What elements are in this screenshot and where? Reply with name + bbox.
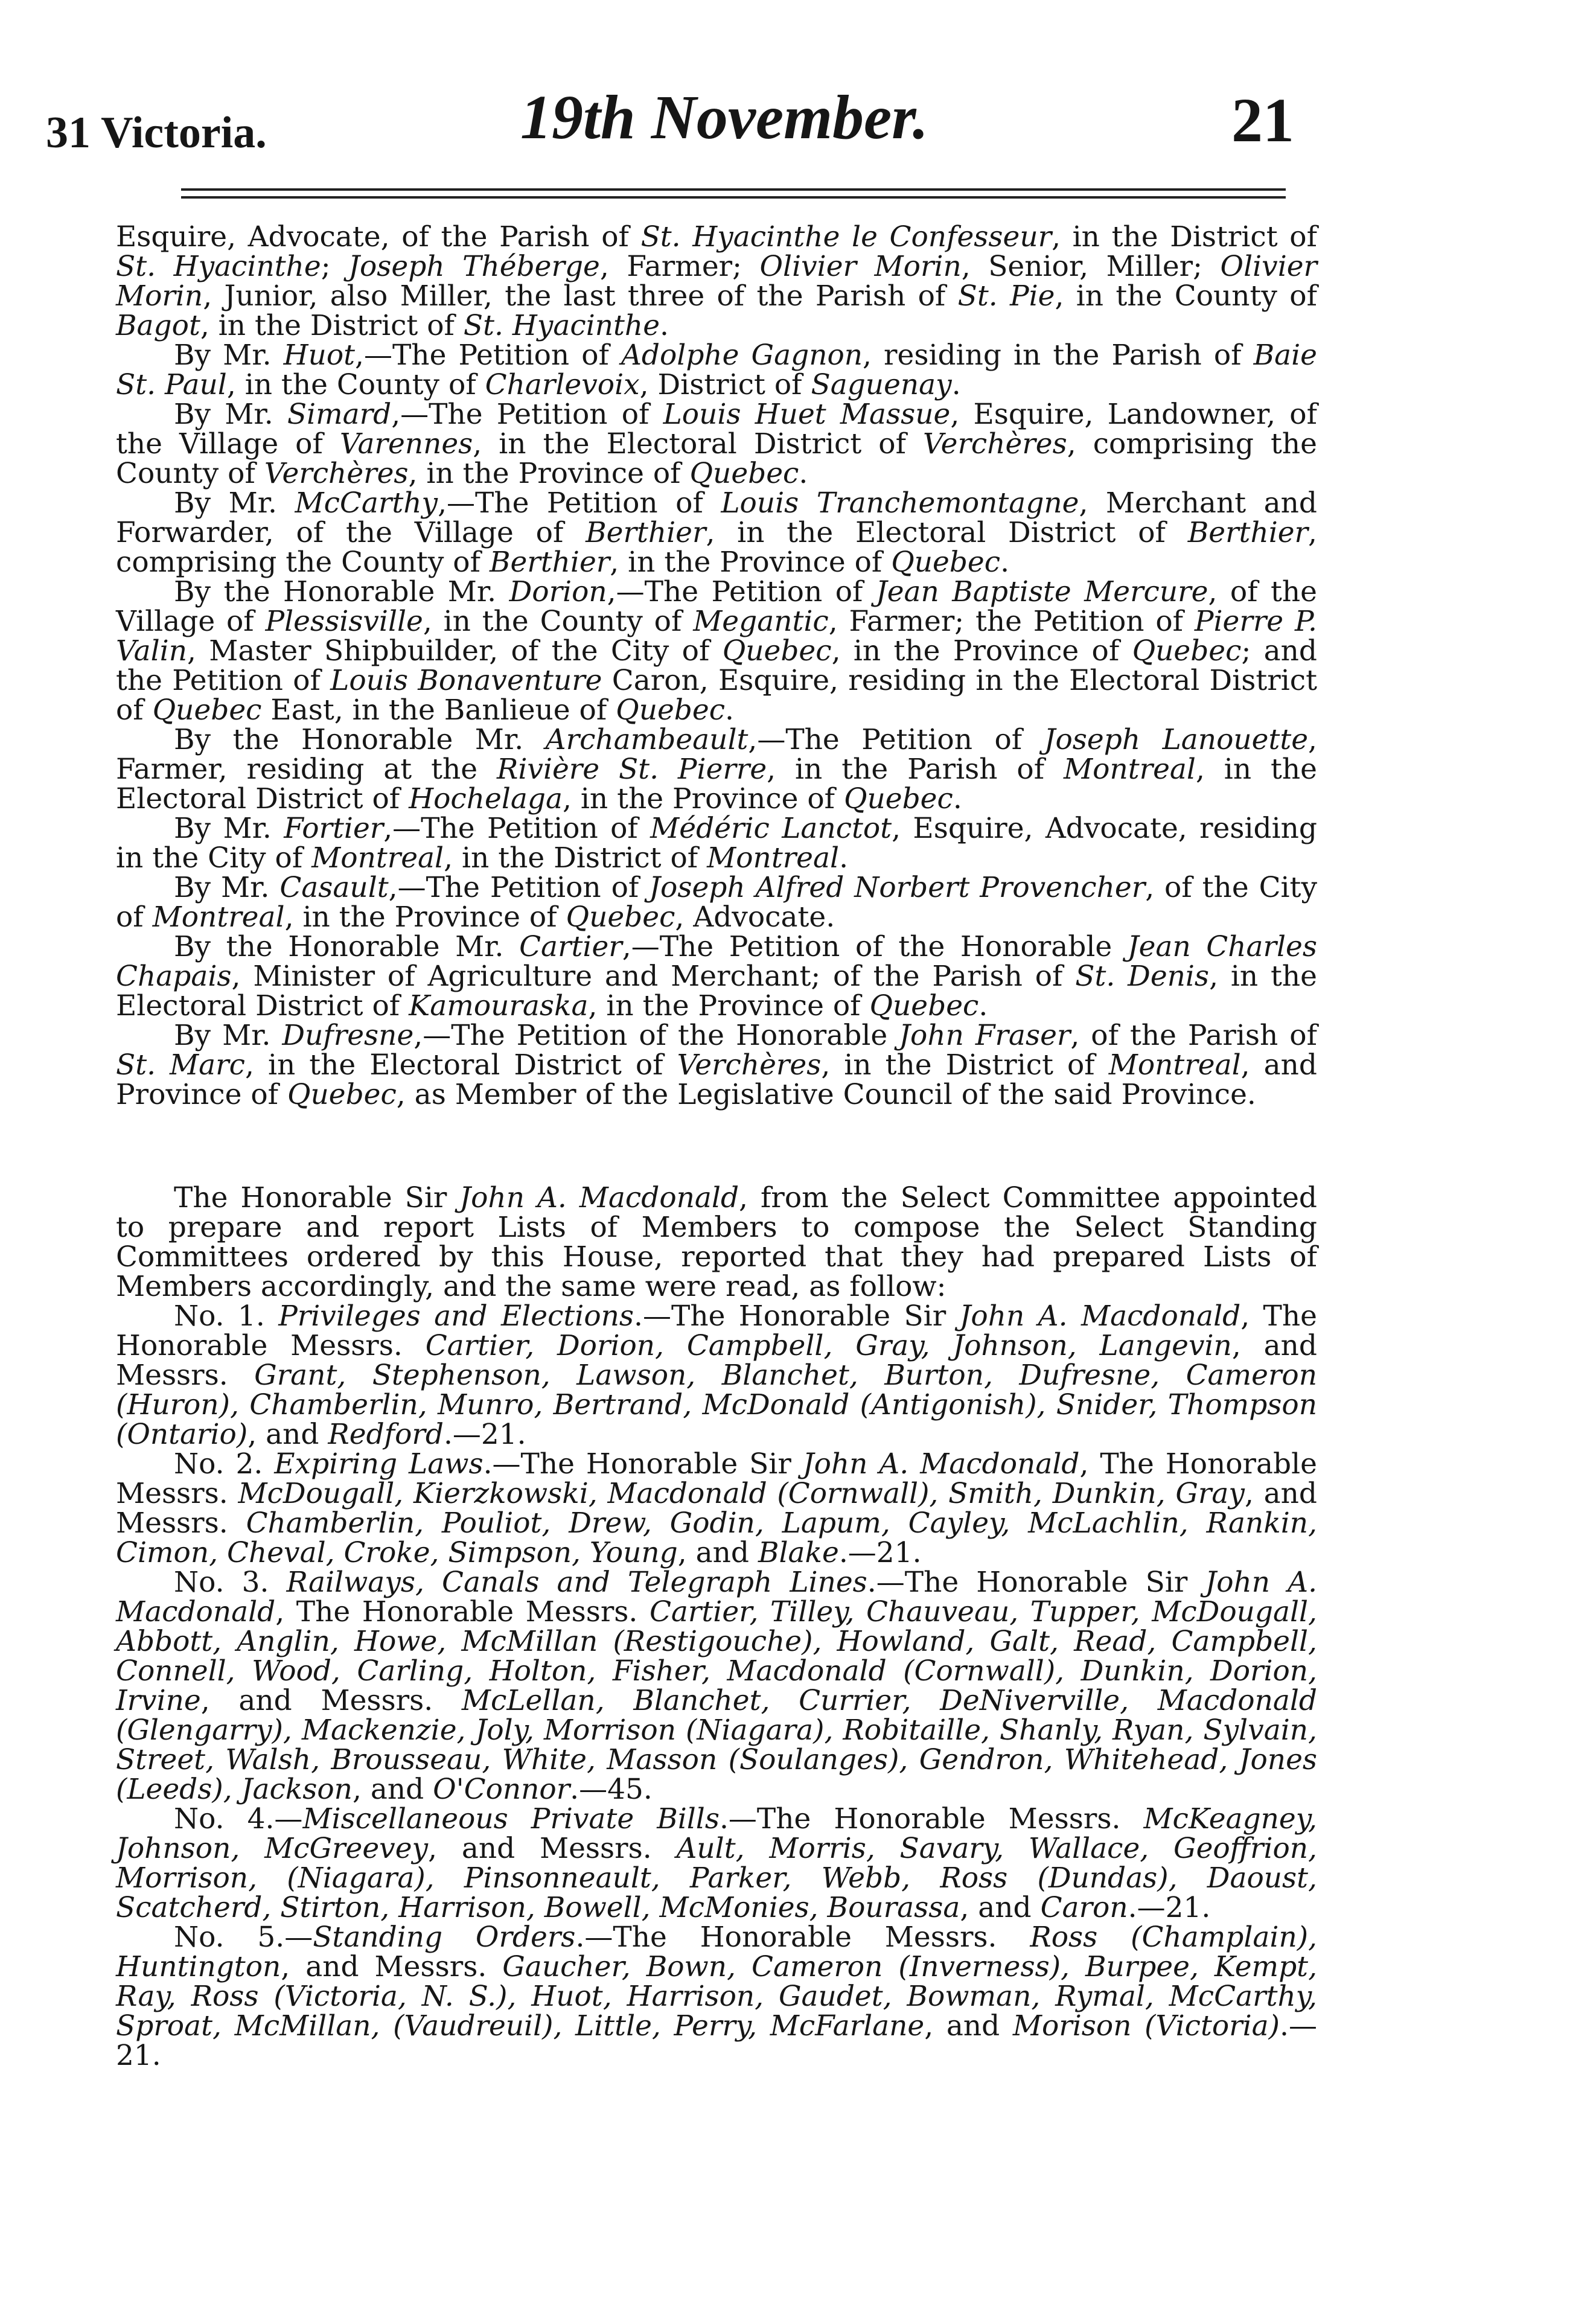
text-run: , and Messrs. xyxy=(116,1329,1317,1392)
text-run: , of the Parish of xyxy=(1070,1019,1317,1052)
italic-run: Redford xyxy=(328,1418,444,1451)
italic-run: Joseph Théberge xyxy=(348,250,600,283)
date-month: November. xyxy=(651,83,928,152)
text-run: , in the District of xyxy=(821,1048,1109,1082)
text-run: , of the Village of xyxy=(116,575,1317,638)
text-run: . xyxy=(951,368,961,401)
committee-list xyxy=(116,1804,1317,1922)
text-run: Caron, Esquire, residing in the Electoral District of xyxy=(116,664,1317,727)
italic-run: Quebec xyxy=(689,457,799,490)
paragraph xyxy=(116,222,1317,340)
italic-run: Casault xyxy=(279,871,389,904)
italic-run: St. Hyacinthe xyxy=(116,250,321,283)
text-run: , in the Electoral District of xyxy=(116,753,1317,815)
text-run: ,—The Petition of xyxy=(748,723,1044,756)
text-run: , Merchant and Forwarder, of the Village of xyxy=(116,486,1317,549)
text-run: , from the Select Committee appointed to prepare and report Lists of Members to compose the Select Standing Committees ordered by this House, reported that they had prepared Lists of Members accordingly, and the same were read, as follow: xyxy=(116,1181,1317,1303)
text-run: ,—The Petition of xyxy=(607,575,876,608)
italic-run: Jean Charles Chapais xyxy=(116,930,1317,993)
text-run: .—The Honorable Messrs. xyxy=(719,1802,1144,1836)
text-run: , comprising the County of xyxy=(116,516,1317,579)
text-run: . xyxy=(1000,546,1010,579)
italic-run: John A. Macdonald xyxy=(116,1566,1318,1628)
italic-run: Quebec xyxy=(843,782,953,815)
italic-run: Jean Baptiste Mercure xyxy=(875,575,1208,608)
text-run: By Mr. xyxy=(174,398,287,431)
italic-run: St. Hyacinthe xyxy=(463,309,660,342)
italic-run: Plessisville xyxy=(265,605,423,638)
text-run: By the Honorable Mr. xyxy=(174,575,509,608)
italic-run: O'Connor xyxy=(433,1773,570,1806)
committee-list xyxy=(116,1568,1317,1804)
text-run: , Esquire, Advocate, residing in the City of xyxy=(116,812,1317,875)
italic-run: John Fraser xyxy=(899,1019,1071,1052)
text-run: ,—The Petition of the Honorable xyxy=(413,1019,899,1052)
text-run: . xyxy=(839,841,849,875)
text-run: , and xyxy=(352,1773,433,1806)
paragraph xyxy=(116,1021,1317,1109)
text-run: , Esquire, Landowner, of the Village of xyxy=(116,398,1317,461)
text-run: . xyxy=(953,782,962,815)
text-run: , The Honorable Messrs. xyxy=(275,1595,650,1628)
italic-run: Bagot xyxy=(116,309,200,342)
text-run: , and xyxy=(960,1891,1041,1924)
committee-list xyxy=(116,1449,1317,1568)
text-run: By Mr. xyxy=(174,486,295,520)
text-run: , The Honorable Messrs. xyxy=(116,1447,1317,1510)
text-run: , in the Electoral District of xyxy=(244,1048,677,1082)
text-run: , Farmer, residing at the xyxy=(116,723,1317,786)
paragraph xyxy=(116,814,1317,873)
italic-run: Verchères xyxy=(677,1048,822,1082)
italic-run: Caron xyxy=(1040,1891,1128,1924)
text-run: .—21. xyxy=(116,2009,1317,2072)
text-run: , and Messrs. xyxy=(200,1684,462,1717)
italic-run: Miscellaneous Private Bills xyxy=(302,1802,720,1836)
page-date xyxy=(520,81,928,153)
text-run: , in the District of xyxy=(1052,220,1317,254)
italic-run: Montreal xyxy=(152,901,285,934)
italic-run: Archambeault xyxy=(545,723,749,756)
text-run: ,—The Petition of xyxy=(355,339,621,372)
text-run: . xyxy=(799,457,808,490)
italic-run: Montreal xyxy=(1064,753,1196,786)
text-run: East, in the Banlieue of xyxy=(261,694,616,727)
italic-run: Cartier xyxy=(519,930,622,963)
italic-run: Montreal xyxy=(311,841,444,875)
text-run: .—The Honorable Sir xyxy=(483,1447,803,1481)
italic-run: Quebec xyxy=(287,1078,397,1111)
text-run: , in the Province of xyxy=(408,457,690,490)
italic-run: Saguenay xyxy=(811,368,952,401)
italic-run: Médéric Lanctot xyxy=(650,812,892,845)
italic-run: Hochelaga xyxy=(409,782,563,815)
text-run: , in the Province of xyxy=(831,634,1132,668)
text-run: The Honorable Sir xyxy=(174,1181,460,1214)
body-text xyxy=(116,222,1317,2070)
text-run: , and xyxy=(677,1536,758,1569)
italic-run: Fortier xyxy=(284,812,384,845)
italic-run: Railways, Canals and Telegraph Lines xyxy=(286,1566,867,1599)
italic-run: Verchères xyxy=(923,427,1067,461)
committee-list xyxy=(116,1301,1317,1449)
italic-run: Megantic xyxy=(693,605,829,638)
italic-run: Quebec xyxy=(869,989,979,1022)
text-run: , in the County of xyxy=(1055,279,1318,313)
text-run: No. 1. xyxy=(174,1300,279,1333)
text-run: , Farmer; the Petition of xyxy=(828,605,1195,638)
text-run: ,—The Petition of xyxy=(391,398,663,431)
text-run: No. 3. xyxy=(174,1566,287,1599)
paragraph xyxy=(116,488,1317,577)
text-run: .—The Honorable Sir xyxy=(634,1300,960,1333)
italic-run: Berthier xyxy=(586,516,706,549)
text-run: , Master Shipbuilder, of the City of xyxy=(187,634,723,668)
italic-run: Louis Tranchemontagne xyxy=(721,486,1079,520)
italic-run: Joseph Lanouette xyxy=(1044,723,1309,756)
text-run: . xyxy=(725,694,734,727)
page-number: 21 xyxy=(1231,86,1294,155)
text-run: , in the Parish of xyxy=(767,753,1064,786)
italic-run: Blake xyxy=(758,1536,839,1569)
text-run: , in the Electoral District of xyxy=(473,427,923,461)
text-run: ,—The Petition of the Honorable xyxy=(622,930,1128,963)
italic-run: St. Hyacinthe le Confesseur xyxy=(640,220,1052,254)
text-run: By the Honorable Mr. xyxy=(174,930,520,963)
italic-run: Berthier xyxy=(1187,516,1309,549)
text-run: , in the Electoral District of xyxy=(706,516,1188,549)
italic-run: Quebec xyxy=(1132,634,1242,668)
text-run: No. 4.— xyxy=(174,1802,303,1836)
italic-run: Chamberlin, Pouliot, Drew, Godin, Lapum, Cayley, McLachlin, Rankin, Cimon, Cheval, Croke, Simpson, Young xyxy=(116,1507,1317,1569)
italic-run: Dorion xyxy=(509,575,607,608)
italic-run: Quebec xyxy=(616,694,726,727)
text-run: ,—The Petition of xyxy=(383,812,651,845)
paragraph xyxy=(116,725,1317,814)
italic-run: Huot xyxy=(283,339,356,372)
paragraph xyxy=(116,873,1317,932)
text-run: , in the County of xyxy=(423,605,694,638)
header-rule-bottom xyxy=(181,196,1286,199)
paragraph xyxy=(116,932,1317,1021)
italic-run: Ault, Morris, Savary, Wallace, Geoffrion, Morrison, (Niagara), Pinsonneault, Parker, Webb, Ross (Dundas), Daoust, Scatcherd, Stirton, Harrison, Bowell, McMonies, Bourassa xyxy=(116,1832,1317,1924)
italic-run: Joseph Alfred Norbert Provencher xyxy=(649,871,1146,904)
session-label: 31 Victoria. xyxy=(46,108,267,158)
italic-run: Quebec xyxy=(152,694,262,727)
text-run: , in the Province of xyxy=(588,989,870,1022)
text-run: , comprising the County of xyxy=(116,427,1317,490)
text-run: .—The Honorable Messrs. xyxy=(575,1921,1030,1954)
text-run: By Mr. xyxy=(174,1019,282,1052)
text-run: , and Messrs. xyxy=(116,1477,1317,1540)
text-run: ,—The Petition of xyxy=(388,871,650,904)
italic-run: Olivier Morin xyxy=(116,250,1318,313)
italic-run: Louis Huet Massue xyxy=(663,398,951,431)
italic-run: St. Marc xyxy=(116,1048,245,1082)
text-run: , and Messrs. xyxy=(281,1950,503,1983)
text-run: , in the District of xyxy=(200,309,464,342)
header-rule-top xyxy=(181,188,1286,191)
text-run: , in the District of xyxy=(444,841,707,875)
text-run: By the Honorable Mr. xyxy=(174,723,546,756)
italic-run: Cartier, Dorion, Campbell, Gray, Johnson, Langevin xyxy=(425,1329,1232,1362)
text-run: . xyxy=(978,989,988,1022)
italic-run: Dufresne xyxy=(282,1019,414,1052)
text-run: , Senior, Miller; xyxy=(961,250,1221,283)
text-run: , in the Province of xyxy=(284,901,566,934)
text-run: , The Honorable Messrs. xyxy=(116,1300,1317,1362)
text-run: By Mr. xyxy=(174,812,284,845)
text-run: , in the County of xyxy=(226,368,485,401)
text-run: , as Member of the Legislative Council of the said Province. xyxy=(396,1078,1256,1111)
text-run: By Mr. xyxy=(174,871,280,904)
italic-run: Olivier Morin xyxy=(759,250,962,283)
italic-run: Quebec xyxy=(566,901,675,934)
text-run: , and xyxy=(247,1418,328,1451)
italic-run: Berthier xyxy=(489,546,610,579)
date-day: 19th xyxy=(520,83,636,152)
text-run: No. 5.— xyxy=(174,1921,313,1954)
italic-run: Charlevoix xyxy=(485,368,640,401)
italic-run: Grant, Stephenson, Lawson, Blanchet, Burton, Dufresne, Cameron (Huron), Chamberlin, Munro, Bertrand, McDonald (Antigonish), Snider, Thompson (Ontario) xyxy=(116,1359,1317,1451)
paragraph xyxy=(116,577,1317,725)
committee-list xyxy=(116,1922,1317,2070)
text-run: , of the City of xyxy=(116,871,1317,934)
italic-run: Verchères xyxy=(264,457,409,490)
text-run: , Farmer; xyxy=(599,250,760,283)
text-run: , in the Province of xyxy=(610,546,892,579)
italic-run: John A. Macdonald xyxy=(459,1181,739,1214)
text-run: , in the Electoral District of xyxy=(116,960,1317,1022)
text-run: ; and the Petition of xyxy=(116,634,1317,697)
italic-run: Quebec xyxy=(891,546,1001,579)
text-run: ,—The Petition of xyxy=(438,486,721,520)
text-run: By Mr. xyxy=(174,339,284,372)
text-run: , residing in the Parish of xyxy=(863,339,1254,372)
text-run: ; xyxy=(321,250,349,283)
text-run: , District of xyxy=(639,368,811,401)
text-run: No. 2. xyxy=(174,1447,275,1481)
italic-run: McDougall, Kierzkowski, Macdonald (Cornwall), Smith, Dunkin, Gray xyxy=(238,1477,1245,1510)
italic-run: Varennes xyxy=(339,427,473,461)
italic-run: Kamouraska xyxy=(409,989,589,1022)
paragraph xyxy=(116,400,1317,488)
italic-run: Pierre P. Valin xyxy=(116,605,1317,668)
text-run: , Junior, also Miller, the last three of the Parish of xyxy=(203,279,958,313)
section-gap xyxy=(116,1109,1317,1183)
text-run: , and xyxy=(924,2009,1013,2043)
text-run: .—21. xyxy=(1128,1891,1211,1924)
italic-run: Adolphe Gagnon xyxy=(621,339,863,372)
paragraph xyxy=(116,340,1317,400)
italic-run: Ross (Champlain), Huntington xyxy=(116,1921,1317,1983)
italic-run: Standing Orders xyxy=(313,1921,576,1954)
italic-run: Cartier, Tilley, Chauveau, Tupper, McDougall, Abbott, Anglin, Howe, McMillan (Restigouche), Howland, Galt, Read, Campbell, Connell, Wood, Carling, Holton, Fisher, Macdonald (Cornwall), Dunkin, Dorion, Irvine xyxy=(116,1595,1317,1717)
italic-run: Louis Bonaventure xyxy=(330,664,602,697)
italic-run: Montreal xyxy=(1108,1048,1241,1082)
italic-run: Simard xyxy=(287,398,392,431)
italic-run: McKeagney, Johnson, McGreevey xyxy=(116,1802,1317,1865)
italic-run: McCarthy xyxy=(295,486,438,520)
italic-run: St. Denis xyxy=(1075,960,1210,993)
text-run: . xyxy=(660,309,669,342)
italic-run: Privileges and Elections xyxy=(278,1300,634,1333)
text-run: .—The Honorable Sir xyxy=(867,1566,1205,1599)
text-run: , and Province of xyxy=(116,1048,1317,1111)
text-run: , in the Province of xyxy=(562,782,844,815)
text-run: .—21. xyxy=(443,1418,526,1451)
italic-run: Expiring Laws xyxy=(274,1447,484,1481)
italic-run: Rivière St. Pierre xyxy=(496,753,767,786)
text-run: , Advocate. xyxy=(675,901,835,934)
text-run: , Minister of Agriculture and Merchant; of the Parish of xyxy=(231,960,1076,993)
italic-run: McLellan, Blanchet, Currier, DeNiverville, Macdonald (Glengarry), Mackenzie, Joly, Morrison (Niagara), Robitaille, Shanly, Ryan, Sylvain, Street, Walsh, Brousseau, White, Masson (Soulanges), Gendron, Whitehead, Jones (Leeds), Jackson xyxy=(116,1684,1318,1806)
text-run: , and Messrs. xyxy=(428,1832,677,1865)
text-run: .—45. xyxy=(570,1773,653,1806)
text-run: .—21. xyxy=(838,1536,922,1569)
committee-report-intro xyxy=(116,1183,1317,1301)
italic-run: Montreal xyxy=(707,841,840,875)
italic-run: Baie St. Paul xyxy=(116,339,1317,401)
italic-run: John A. Macdonald xyxy=(802,1447,1080,1481)
italic-run: John A. Macdonald xyxy=(959,1300,1241,1333)
italic-run: Morison (Victoria) xyxy=(1012,2009,1280,2043)
italic-run: St. Pie xyxy=(957,279,1055,313)
italic-run: Gaucher, Bown, Cameron (Inverness), Burpee, Kempt, Ray, Ross (Victoria, N. S.), Huot, Harrison, Gaudet, Bowman, Rymal, McCarthy, Sproat, McMillan, (Vaudreuil), Little, Perry, McFarlane xyxy=(116,1950,1318,2043)
text-run: Esquire, Advocate, of the Parish of xyxy=(116,220,641,254)
italic-run: Quebec xyxy=(722,634,832,668)
